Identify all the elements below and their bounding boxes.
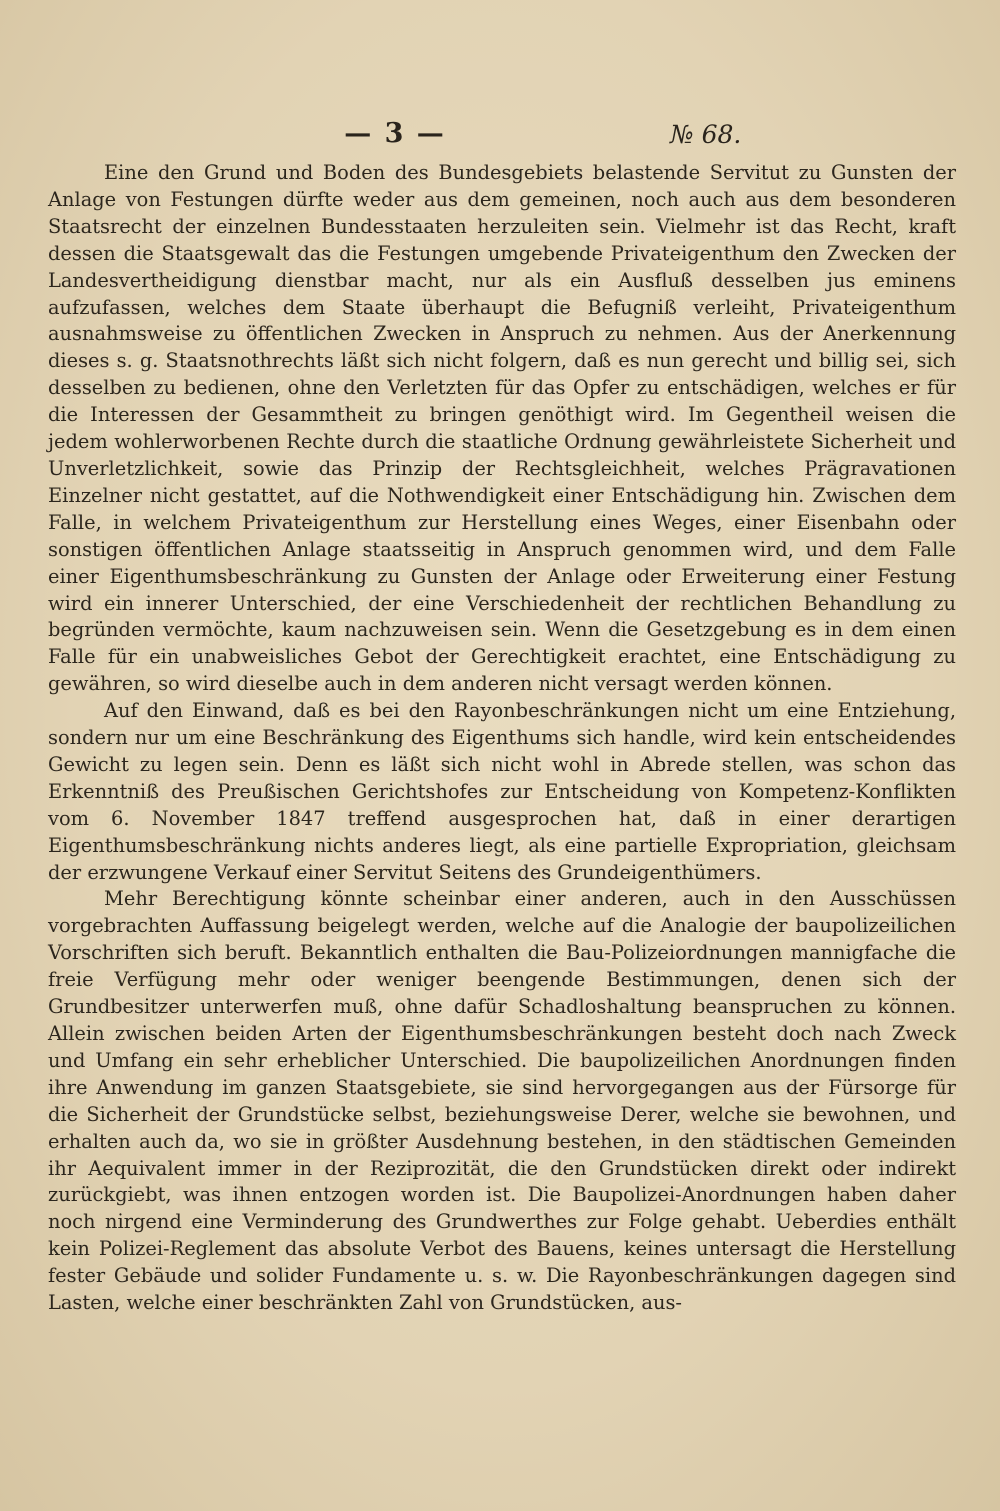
document-number: № 68. [670,120,742,149]
paragraph-3: Mehr Berechtigung könnte scheinbar einer anderen, auch in den Ausschüssen vorgebrachten Auffassung beigelegt werden, welche auf die Analogie der baupolizeilichen Vorschriften sich beruft. Bekanntlich enthalten die Bau-Polizeiordnungen mannigfache die freie Verfügung mehr oder weniger beengende Bestimmungen, denen sich der Grundbesitzer unterwerfen muß, ohne dafür Schadloshaltung beanspruchen zu können. Allein zwischen beiden Arten der Eigenthumsbeschränkungen besteht doch nach Zweck und Umfang ein sehr erheblicher Unterschied. Die baupolizeilichen Anordnungen finden ihre Anwendung im ganzen Staatsgebiete, sie sind hervorgegangen aus der Fürsorge für die Sicherheit der Grundstücke selbst, beziehungsweise Derer, welche sie bewohnen, und erhalten auch da, wo sie in größter Ausdehnung bestehen, in den städtischen Gemeinden ihr Aequivalent immer in der Reziprozität, die den Grundstücken direkt oder indirekt zurückgiebt, was ihnen entzogen worden ist. Die Baupolizei-Anordnungen haben daher noch nirgend eine Verminderung des Grundwerthes zur Folge gehabt. Ueberdies enthält kein Polizei-Reglement das absolute Verbot des Bauens, keines untersagt die Herstellung fester Gebäude und solider Fundamente u. s. w. Die Rayonbeschränkungen dagegen sind Lasten, welche einer beschränkten Zahl von Grundstücken, aus- [48,887,956,1315]
page-number: — 3 — [344,118,446,149]
body-text [48,160,956,1317]
page-header [0,118,1000,154]
paragraph-2: Auf den Einwand, daß es bei den Rayonbeschränkungen nicht um eine Entziehung, sondern nur um eine Beschränkung des Eigenthums sich handle, wird kein entscheidendes Gewicht zu legen sein. Denn es läßt sich nicht wohl in Abrede stellen, was schon das Erkenntniß des Preußischen Gerichtshofes zur Entscheidung von Kompetenz-Konflikten vom 6. November 1847 treffend ausgesprochen hat, daß in einer derartigen Eigenthumsbeschränkung nichts anderes liegt, als eine partielle Expropriation, gleichsam der erzwungene Verkauf einer Servitut Seitens des Grundeigenthümers. [48,699,956,884]
paragraph-1: Eine den Grund und Boden des Bundesgebiets belastende Servitut zu Gunsten der Anlage von Festungen dürfte weder aus dem gemeinen, noch auch aus dem besonderen Staatsrecht der einzelnen Bundesstaaten herzuleiten sein. Vielmehr ist das Recht, kraft dessen die Staatsgewalt das die Festungen umgebende Privateigenthum den Zwecken der Landesvertheidigung dienstbar macht, nur als ein Ausfluß desselben jus eminens aufzufassen, welches dem Staate überhaupt die Befugniß verleiht, Privateigenthum ausnahmsweise zu öffentlichen Zwecken in Anspruch zu nehmen. Aus der Anerkennung dieses s. g. Staatsnothrechts läßt sich nicht folgern, daß es nun gerecht und billig sei, sich desselben zu bedienen, ohne den Verletzten für das Opfer zu entschädigen, welches er für die Interessen der Gesammtheit zu bringen genöthigt wird. Im Gegentheil weisen die jedem wohlerworbenen Rechte durch die staatliche Ordnung gewährleistete Sicherheit und Unverletzlichkeit, sowie das Prinzip der Rechtsgleichheit, welches Prägravationen Einzelner nicht gestattet, auf die Nothwendigkeit einer Entschädigung hin. Zwischen dem Falle, in welchem Privateigenthum zur Herstellung eines Weges, einer Eisenbahn oder sonstigen öffentlichen Anlage staatsseitig in Anspruch genommen wird, und dem Falle einer Eigenthumsbeschränkung zu Gunsten der Anlage oder Erweiterung einer Festung wird ein innerer Unterschied, der eine Verschiedenheit der rechtlichen Behandlung zu begründen vermöchte, kaum nachzuweisen sein. Wenn die Gesetzgebung es in dem einen Falle für ein unabweisliches Gebot der Gerechtigkeit erachtet, eine Entschädigung zu gewähren, so wird dieselbe auch in dem anderen nicht versagt werden können. [48,161,956,696]
